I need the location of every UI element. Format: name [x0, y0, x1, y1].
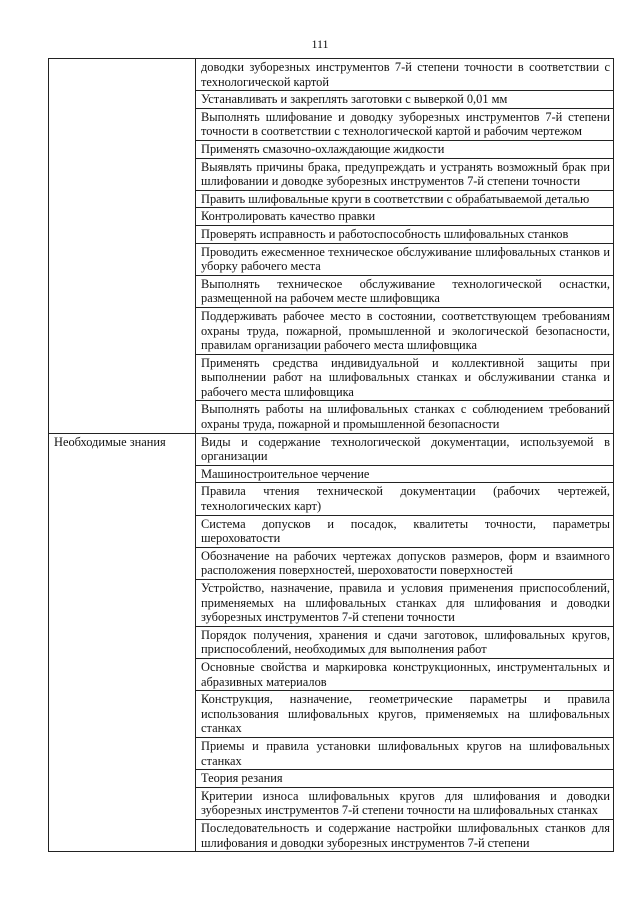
- requirement-item: Проводить ежесменное техническое обслуживание шлифовальных станков и уборку рабочего места: [196, 243, 614, 275]
- requirement-item: Применять средства индивидуальной и коллективной защиты при выполнении работ на шлифовальных станках и обслуживании станка и рабочего места шлифовщика: [196, 354, 614, 401]
- requirement-item: Виды и содержание технологической документации, используемой в организации: [196, 433, 614, 465]
- requirement-item: Основные свойства и маркировка конструкционных, инструментальных и абразивных материалов: [196, 658, 614, 690]
- page-number: 111: [311, 37, 329, 51]
- section-label: [49, 59, 196, 434]
- requirement-item: Проверять исправность и работоспособность шлифовальных станков: [196, 225, 614, 243]
- requirement-item: Порядок получения, хранения и сдачи заготовок, шлифовальных кругов, приспособлений, необходимых для выполнения работ: [196, 626, 614, 658]
- requirement-item: Устройство, назначение, правила и условия применения приспособлений, применяемых на шлифовальных станках для шлифования и доводки зуборезных инструментов 7-й степени точности: [196, 580, 614, 627]
- requirement-item: Выполнять техническое обслуживание технологической оснастки, размещенной на рабочем месте шлифовщика: [196, 275, 614, 307]
- requirement-item: Критерии износа шлифовальных кругов для шлифования и доводки зуборезных инструментов 7-й степени точности на шлифовальных станках: [196, 787, 614, 819]
- requirement-item: Конструкция, назначение, геометрические параметры и правила использования шлифовальных кругов, применяемых на шлифовальных станках: [196, 691, 614, 738]
- requirement-item: Приемы и правила установки шлифовальных кругов на шлифовальных станках: [196, 737, 614, 769]
- requirement-item: Выполнять работы на шлифовальных станках с соблюдением требований охраны труда, пожарной и промышленной безопасности: [196, 401, 614, 433]
- requirement-item: Обозначение на рабочих чертежах допусков размеров, форм и взаимного расположения поверхностей, шероховатости поверхностей: [196, 547, 614, 579]
- requirement-item: Устанавливать и закреплять заготовки с выверкой 0,01 мм: [196, 91, 614, 109]
- table-row: [49, 59, 614, 91]
- requirement-item: Выполнять шлифование и доводку зуборезных инструментов 7-й степени точности в соответствии с технологической картой и рабочим чертежом: [196, 108, 614, 140]
- section-label: Необходимые знания: [49, 433, 196, 851]
- requirement-item: Править шлифовальные круги в соответствии с обрабатываемой деталью: [196, 190, 614, 208]
- table-row: [49, 433, 614, 465]
- requirement-item: Теория резания: [196, 770, 614, 788]
- requirement-item: Система допусков и посадок, квалитеты точности, параметры шероховатости: [196, 515, 614, 547]
- requirement-item: Поддерживать рабочее место в состоянии, соответствующем требованиям охраны труда, пожарной, промышленной и экологической безопасности, правилам организации рабочего места шлифовщика: [196, 307, 614, 354]
- requirement-item: доводки зуборезных инструментов 7-й степени точности в соответствии с технологической картой: [196, 59, 614, 91]
- requirements-table: [48, 58, 614, 852]
- requirement-item: Последовательность и содержание настройки шлифовальных станков для шлифования и доводки зуборезных инструментов 7-й степени: [196, 819, 614, 851]
- requirement-item: Контролировать качество правки: [196, 208, 614, 226]
- requirement-item: Применять смазочно-охлаждающие жидкости: [196, 140, 614, 158]
- requirement-item: Выявлять причины брака, предупреждать и устранять возможный брак при шлифовании и доводке зуборезных инструментов 7-й степени точности: [196, 158, 614, 190]
- requirement-item: Правила чтения технической документации (рабочих чертежей, технологических карт): [196, 483, 614, 515]
- requirement-item: Машиностроительное черчение: [196, 465, 614, 483]
